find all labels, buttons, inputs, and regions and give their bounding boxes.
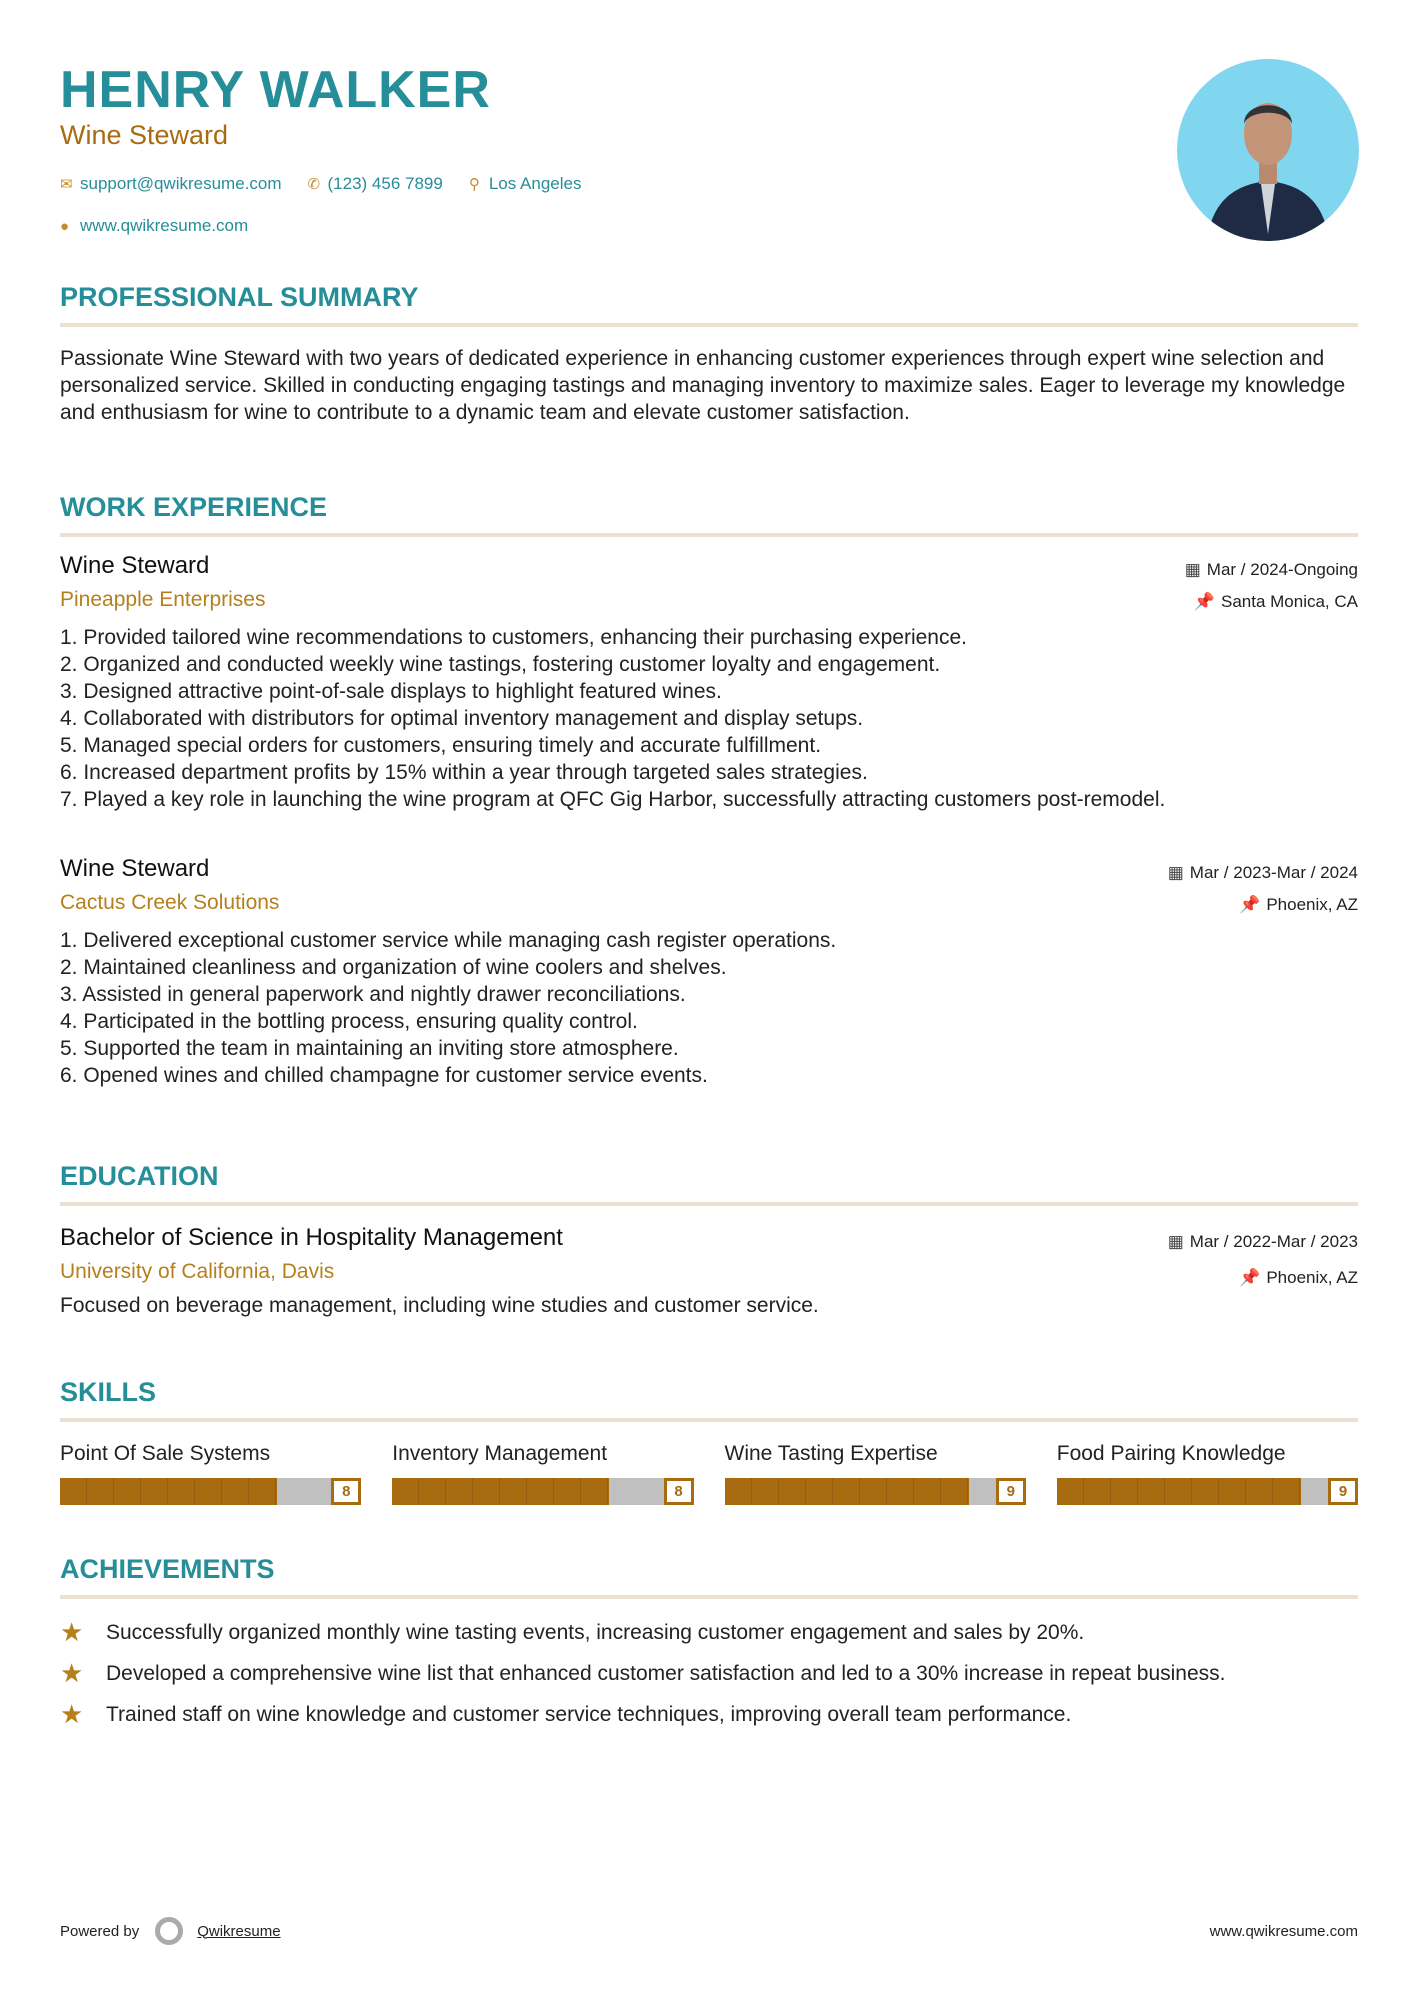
contact-row [60,174,595,194]
education-section [60,1161,1358,1319]
achievement-text: Successfully organized monthly wine tasting events, increasing customer engagement and sales by 20%. [106,1621,1085,1644]
candidate-name: HENRY WALKER [60,61,491,119]
skill-name: Point Of Sale Systems [60,1442,271,1465]
skill-fill [725,1478,969,1505]
list-item: 1. Delivered exceptional customer service while managing cash register operations. [60,929,837,952]
candidate-title: Wine Steward [60,120,229,150]
footer-website[interactable]: www.qwikresume.com [1209,1922,1358,1940]
skill-item [1057,1442,1358,1505]
skill-name: Inventory Management [392,1442,608,1465]
qwikresume-logo-icon [155,1917,183,1945]
calendar-icon: ▦ [1167,1232,1184,1251]
achievement-item [60,1660,1358,1687]
map-pin-icon: ⚲ [468,176,480,193]
brand-link[interactable]: Qwikresume [197,1922,281,1940]
list-item: 6. Opened wines and chilled champagne for customer service events. [60,1064,708,1087]
skill-item [60,1442,361,1505]
achievements-section [60,1554,1358,1742]
skill-track [725,1478,996,1505]
skill-level: 8 [331,1478,361,1505]
skill-level: 9 [996,1478,1026,1505]
pin-icon: 📌 [1239,895,1261,914]
education-dates: Mar / 2022-Mar / 2023 [1189,1232,1358,1251]
achievement-text: Trained staff on wine knowledge and customer service techniques, improving overall team performance. [106,1703,1072,1726]
skill-name: Food Pairing Knowledge [1056,1442,1286,1465]
skill-fill [392,1478,609,1505]
achievement-text: Developed a comprehensive wine list that enhanced customer satisfaction and led to a 30% increase in repeat business. [106,1662,1226,1685]
job-bullets [60,927,1358,1089]
skills-section [60,1377,1358,1505]
star-icon: ★ [60,1658,84,1688]
section-heading: PROFESSIONAL SUMMARY [60,282,419,312]
job-dates: Mar / 2023-Mar / 2024 [1189,863,1358,882]
section-heading: WORK EXPERIENCE [60,492,328,522]
star-icon: ★ [60,1699,84,1729]
skill-name: Wine Tasting Expertise [724,1442,938,1465]
pin-icon: 📌 [1239,1268,1261,1287]
achievement-item [60,1701,1358,1728]
location-text: Los Angeles [488,174,582,193]
skill-track [60,1478,331,1505]
skill-fill [1057,1478,1301,1505]
job-location: Phoenix, AZ [1266,895,1358,914]
skill-track [1057,1478,1328,1505]
skill-bar [60,1478,361,1505]
list-item: 1. Provided tailored wine recommendations to customers, enhancing their purchasing experience. [60,626,967,649]
calendar-icon: ▦ [1184,560,1201,579]
envelope-icon: ✉ [60,176,73,193]
job-bullets [60,624,1358,813]
section-heading: SKILLS [60,1377,157,1407]
list-item: 6. Increased department profits by 15% within a year through targeted sales strategies. [60,761,868,784]
powered-by-label: Powered by [60,1922,140,1940]
company-name: Pineapple Enterprises [60,588,266,611]
skill-item [725,1442,1026,1505]
degree-title: Bachelor of Science in Hospitality Management [60,1224,563,1251]
list-item: 2. Maintained cleanliness and organization of wine coolers and shelves. [60,956,727,979]
pin-icon: 📌 [1193,592,1215,611]
job-entry [60,855,1358,1089]
job-entry [60,552,1358,813]
job-title: Wine Steward [60,855,210,882]
achievement-item [60,1619,1358,1646]
job-title: Wine Steward [60,552,210,579]
section-divider [60,1202,1358,1206]
section-divider [60,323,1358,327]
skill-bar [725,1478,1026,1505]
star-icon: ★ [60,1617,84,1647]
experience-section [60,492,1358,537]
skill-bar [392,1478,693,1505]
section-divider [60,1418,1358,1422]
list-item: 5. Supported the team in maintaining an inviting store atmosphere. [60,1037,679,1060]
phone-icon: ✆ [307,176,321,193]
skill-item [392,1442,693,1505]
education-location: Phoenix, AZ [1266,1268,1358,1287]
website-row [60,216,262,236]
globe-icon: ● [60,217,70,235]
summary-section [60,282,1358,426]
section-divider [60,533,1358,537]
phone-text: (123) 456 7899 [327,174,443,193]
school-name: University of California, Davis [60,1260,335,1283]
list-item: 4. Participated in the bottling process, ensuring quality control. [60,1010,638,1033]
section-divider [60,1595,1358,1599]
company-name: Cactus Creek Solutions [60,891,280,914]
email-link[interactable]: support@qwikresume.com [80,174,282,193]
skill-level: 8 [664,1478,694,1505]
skill-fill [60,1478,277,1505]
skill-track [392,1478,663,1505]
section-heading: EDUCATION [60,1161,219,1191]
section-heading: ACHIEVEMENTS [60,1554,275,1584]
skill-level: 9 [1328,1478,1358,1505]
list-item: 2. Organized and conducted weekly wine tastings, fostering customer loyalty and engagement. [60,653,941,676]
job-dates: Mar / 2024-Ongoing [1206,560,1358,579]
list-item: 3. Assisted in general paperwork and nightly drawer reconciliations. [60,983,686,1006]
profile-photo [1177,59,1359,241]
list-item: 3. Designed attractive point-of-sale displays to highlight featured wines. [60,680,722,703]
website-link[interactable]: www.qwikresume.com [80,216,249,235]
list-item: 7. Played a key role in launching the wine program at QFC Gig Harbor, successfully attracting customers post-remodel. [60,788,1166,811]
list-item: 5. Managed special orders for customers, ensuring timely and accurate fulfillment. [60,734,822,757]
job-location: Santa Monica, CA [1220,592,1358,611]
education-description: Focused on beverage management, including wine studies and customer service. [60,1294,819,1317]
calendar-icon: ▦ [1167,863,1184,882]
list-item: 4. Collaborated with distributors for optimal inventory management and display setups. [60,707,864,730]
skill-bar [1057,1478,1358,1505]
summary-text: Passionate Wine Steward with two years of dedicated experience in enhancing customer experiences through expert wine selection and personalized service. Skilled in conducting engaging tastings and managing inventory to maximize sales. Eager to leverage my knowledge and enthusiasm for wine to contribute to a dynamic team and elevate customer satisfaction. [60,347,1346,424]
footer [60,1917,1358,1945]
